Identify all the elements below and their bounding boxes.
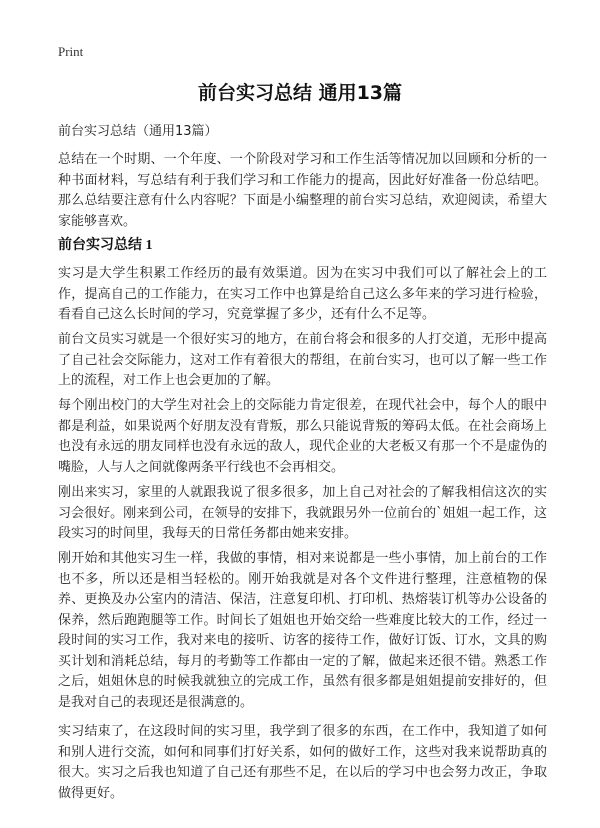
body-paragraph-2: 前台文员实习就是一个很好实习的地方，在前台将会和很多的人打交道，无形中提高了自己社会交际能力，这对工作有着很大的帮组，在前台实习，也可以了解一些工作上的流程，对工作上也会更加的了解。 [58, 332, 547, 388]
intro-paragraph: 总结在一个时期、一个年度、一个阶段对学习和工作生活等情况加以回顾和分析的一种书面材料，写总结有利于我们学习和工作能力的提高，因此好好准备一份总结吧。那么总结要注意有什么内容呢？下面是小编整理的前台实习总结，欢迎阅读，希望大家能够喜欢。 [58, 152, 547, 229]
section-heading: 前台实习总结 1 [58, 238, 153, 253]
body-paragraph-1: 实习是大学生积累工作经历的最有效渠道。因为在实习中我们可以了解社会上的工作，提高自己的工作能力，在实习工作中也算是给自己这么多年来的学习进行检验，看看自己这么长时间的学习，究竟掌握了多少，还有什么不足等。 [58, 266, 547, 322]
body-paragraph-5: 刚开始和其他实习生一样，我做的事情，相对来说都是一些小事情，加上前台的工作也不多，所以还是相当轻松的。刚开始我就是对各个文件进行整理，注意植物的保养、更换及办公室内的清洁、保洁，注意复印机、打印机、热熔装订机等办公设备的保养，然后跑跑腿等工作。时间长了姐姐也开始交给一些难度比较大的工作，经过一段时间的实习工作，我对来电的接听、访客的接待工作，做好订饭、订水，文具的购买计划和消耗总结，每月的考勤等工作都由一定的了解，做起来还很不错。熟悉工作之后，姐姐休息的时候我就独立的完成工作，虽然有很多都是姐姐提前安排好的，但是我对自己的表现还是很满意的。 [58, 551, 547, 710]
body-paragraph-6: 实习结束了，在这段时间的实习里，我学到了很多的东西，在工作中，我知道了如何和别人进行交流，如何和同事们打好关系，如何的做好工作，这些对我来说帮助真的很大。实习之后我也知道了自己还有那些不足，在以后的学习中也会努力改正，争取做得更好。 [58, 724, 547, 801]
body-paragraph-3: 每个刚出校门的大学生对社会上的交际能力肯定很差，在现代社会中，每个人的眼中都是利益，如果说两个好朋友没有背叛，那么只能说背叛的筹码太低。在社会商场上也没有永远的朋友同样也没有永远的敌人，现代企业的大老板又有那一个不是虚伪的嘴脸，人与人之间就像两条平行线也不会再相交。 [58, 398, 547, 475]
document-subtitle: 前台实习总结（通用13篇） [58, 124, 218, 139]
page-title: 前台实习总结 通用13篇 [197, 82, 403, 104]
body-paragraph-4: 刚出来实习，家里的人就跟我说了很多很多，加上自己对社会的了解我相信这次的实习会很好。刚来到公司，在领导的安排下，我就跟另外一位前台的`姐姐一起工作，这段实习的时间里，我每天的日常任务都由她来安排。 [58, 485, 547, 541]
print-link[interactable]: Print [58, 44, 84, 59]
